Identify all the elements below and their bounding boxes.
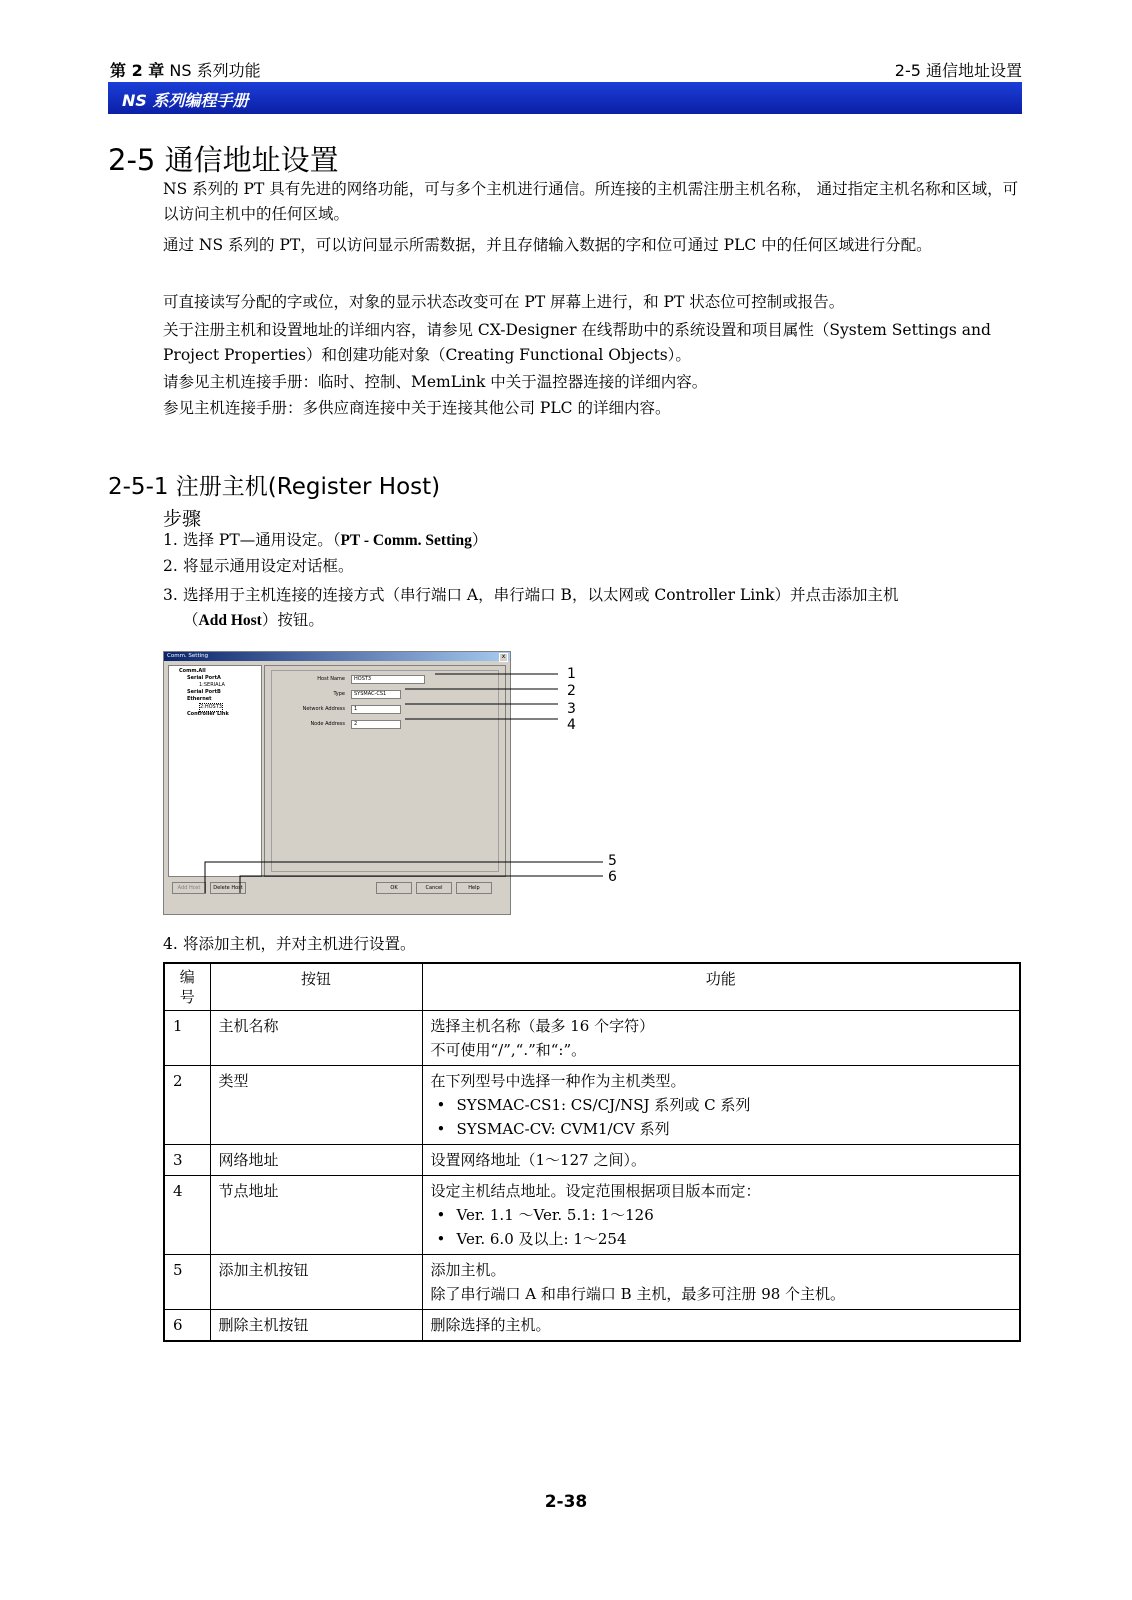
row-number: 1 bbox=[164, 1011, 210, 1066]
network-address-stepper[interactable]: 1 bbox=[351, 705, 401, 714]
table-row bbox=[164, 1310, 1020, 1342]
section-reference: 2-5 通信地址设置 bbox=[894, 61, 1022, 80]
table-header-row bbox=[164, 963, 1020, 1011]
header-number bbox=[164, 963, 210, 1011]
node-address-label: Node Address bbox=[310, 721, 345, 727]
intro-paragraph-6: 参见主机连接手册：多供应商连接中关于连接其他公司 PLC 的详细内容。 bbox=[163, 399, 671, 417]
step-number: 3. bbox=[163, 586, 178, 604]
tree-item-comm-all[interactable]: Comm.All bbox=[179, 668, 206, 674]
help-button[interactable]: Help bbox=[456, 882, 492, 894]
network-address-label: Network Address bbox=[302, 706, 345, 712]
table-row bbox=[164, 1255, 1020, 1310]
step-command: Add Host bbox=[198, 612, 262, 629]
step-text: 将添加主机，并对主机进行设置。 bbox=[183, 935, 416, 953]
delete-host-button[interactable]: Delete Host bbox=[210, 882, 246, 894]
function-line: 除了串行端口 A 和串行端口 B 主机，最多可注册 98 个主机。 bbox=[430, 1285, 846, 1303]
table-row bbox=[164, 1011, 1020, 1066]
function-bullet: • Ver. 6.0 及以上: 1～254 bbox=[431, 1227, 1012, 1251]
row-button: 类型 bbox=[210, 1066, 422, 1145]
function-bullet: • Ver. 1.1 ～Ver. 5.1: 1～126 bbox=[431, 1203, 1012, 1227]
header-button: 按钮 bbox=[210, 963, 422, 1011]
row-button: 主机名称 bbox=[210, 1011, 422, 1066]
function-bullet: • SYSMAC-CV: CVM1/CV 系列 bbox=[431, 1117, 1012, 1141]
row-function bbox=[422, 1255, 1020, 1310]
type-label: Type bbox=[333, 691, 345, 697]
node-address-stepper[interactable]: 2 bbox=[351, 720, 401, 729]
dialog-title: Comm. Setting bbox=[167, 653, 209, 659]
intro-paragraph-3: 可直接读写分配的字或位，对象的显示状态改变可在 PT 屏幕上进行，和 PT 状态位可控制或报告。 bbox=[163, 293, 845, 311]
function-line: 选择主机名称（最多 16 个字符） bbox=[430, 1017, 655, 1035]
tree-item-serial-port-b[interactable]: Serial PortB bbox=[187, 689, 221, 695]
callout-line-6 bbox=[240, 876, 603, 893]
row-function bbox=[422, 1145, 1020, 1176]
row-button: 添加主机按钮 bbox=[210, 1255, 422, 1310]
step-text: 将显示通用设定对话框。 bbox=[183, 557, 354, 575]
tree-item-controller-link[interactable]: Controller Link bbox=[187, 711, 229, 717]
type-select[interactable]: SYSMAC-CS1 bbox=[351, 690, 401, 699]
callout-line-5 bbox=[205, 862, 603, 893]
button-function-table bbox=[163, 962, 1021, 1342]
tree-item-ethernet[interactable]: Ethernet bbox=[187, 696, 212, 702]
table-row bbox=[164, 1176, 1020, 1255]
step-number: 2. bbox=[163, 557, 178, 575]
steps-heading: 步骤 bbox=[163, 508, 202, 530]
manual-banner-title: NS 系列编程手册 bbox=[122, 91, 249, 110]
row-number: 5 bbox=[164, 1255, 210, 1310]
row-function bbox=[422, 1310, 1020, 1342]
chapter-number: 第 2 章 bbox=[110, 61, 165, 80]
tree-item-serial-port-a[interactable]: Serial PortA bbox=[187, 675, 221, 681]
step-text-line2: （ bbox=[183, 611, 199, 629]
row-function bbox=[422, 1066, 1020, 1145]
step-text: 选择用于主机连接的连接方式（串行端口 A，串行端口 B，以太网或 Controller Link）并点击添加主机 bbox=[183, 586, 899, 604]
callout-2: 2 bbox=[567, 683, 576, 699]
callout-4: 4 bbox=[567, 717, 576, 733]
intro-paragraph-2: 通过 NS 系列的 PT，可以访问显示所需数据，并且存储输入数据的字和位可通过 PLC 中的任何区域进行分配。 bbox=[163, 236, 932, 254]
function-line: 不可使用“/”,“.”和“:”。 bbox=[430, 1041, 587, 1059]
step-command: PT - Comm. Setting bbox=[340, 532, 472, 549]
intro-paragraph-1: NS 系列的 PT 具有先进的网络功能，可与多个主机进行通信。所连接的主机需注册主机名称， 通过指定主机名称和区域，可以访问主机中的任何区域。 bbox=[163, 180, 1019, 223]
callout-3: 3 bbox=[567, 701, 576, 717]
intro-paragraph-5: 请参见主机连接手册：临时、控制、MemLink 中关于温控器连接的详细内容。 bbox=[163, 373, 708, 391]
row-function bbox=[422, 1011, 1020, 1066]
callout-5: 5 bbox=[608, 853, 617, 869]
cancel-button[interactable]: Cancel bbox=[416, 882, 452, 894]
intro-paragraph-4: 关于注册主机和设置地址的详细内容，请参见 CX-Designer 在线帮助中的系统设置和项目属性（System Settings and Project Properties）和创建功能对象（Creating Functional Objects）。 bbox=[163, 321, 991, 364]
step-number: 1. bbox=[163, 531, 178, 549]
function-line: 删除选择的主机。 bbox=[430, 1316, 551, 1334]
chapter-title: NS 系列功能 bbox=[169, 61, 261, 80]
section-title: 2-5 通信地址设置 bbox=[108, 143, 339, 177]
row-number: 6 bbox=[164, 1310, 210, 1342]
function-line: 设置网络地址（1～127 之间）。 bbox=[430, 1151, 646, 1169]
host-name-input[interactable]: HOST3 bbox=[351, 675, 425, 684]
step-text-end: ）按钮。 bbox=[261, 611, 324, 629]
row-number: 3 bbox=[164, 1145, 210, 1176]
step-number: 4. bbox=[163, 935, 178, 953]
function-bullet: • SYSMAC-CS1: CS/CJ/NSJ 系列或 C 系列 bbox=[431, 1093, 1012, 1117]
header-number-line2: 号 bbox=[179, 988, 195, 1006]
page-number: 2-38 bbox=[544, 1492, 588, 1512]
row-button: 网络地址 bbox=[210, 1145, 422, 1176]
row-function bbox=[422, 1176, 1020, 1255]
step-text: 选择 PT—通用设定。（ bbox=[183, 531, 341, 549]
row-button: 节点地址 bbox=[210, 1176, 422, 1255]
row-number: 4 bbox=[164, 1176, 210, 1255]
tree-item-seriala[interactable]: 1:SERIALA bbox=[199, 682, 225, 688]
close-icon[interactable]: x bbox=[499, 653, 508, 662]
step-text-end: ） bbox=[471, 531, 488, 549]
header-number-line1: 编 bbox=[179, 968, 195, 986]
callout-6: 6 bbox=[608, 869, 617, 885]
row-number: 2 bbox=[164, 1066, 210, 1145]
table-row bbox=[164, 1145, 1020, 1176]
row-button: 删除主机按钮 bbox=[210, 1310, 422, 1342]
host-name-label: Host Name bbox=[317, 676, 345, 682]
step-4 bbox=[163, 932, 1023, 957]
function-line: 添加主机。 bbox=[430, 1261, 506, 1279]
table-row bbox=[164, 1066, 1020, 1145]
add-host-button[interactable]: Add Host bbox=[172, 882, 206, 894]
tree-item-host3[interactable]: 2:HOST3 bbox=[200, 704, 222, 710]
function-line: 设定主机结点地址。设定范围根据项目版本而定： bbox=[430, 1182, 761, 1200]
function-line: 在下列型号中选择一种作为主机类型。 bbox=[430, 1072, 686, 1090]
callout-1: 1 bbox=[567, 666, 576, 682]
subsection-title: 2-5-1 注册主机(Register Host) bbox=[108, 474, 441, 500]
header-function: 功能 bbox=[422, 963, 1020, 1011]
ok-button[interactable]: OK bbox=[376, 882, 412, 894]
